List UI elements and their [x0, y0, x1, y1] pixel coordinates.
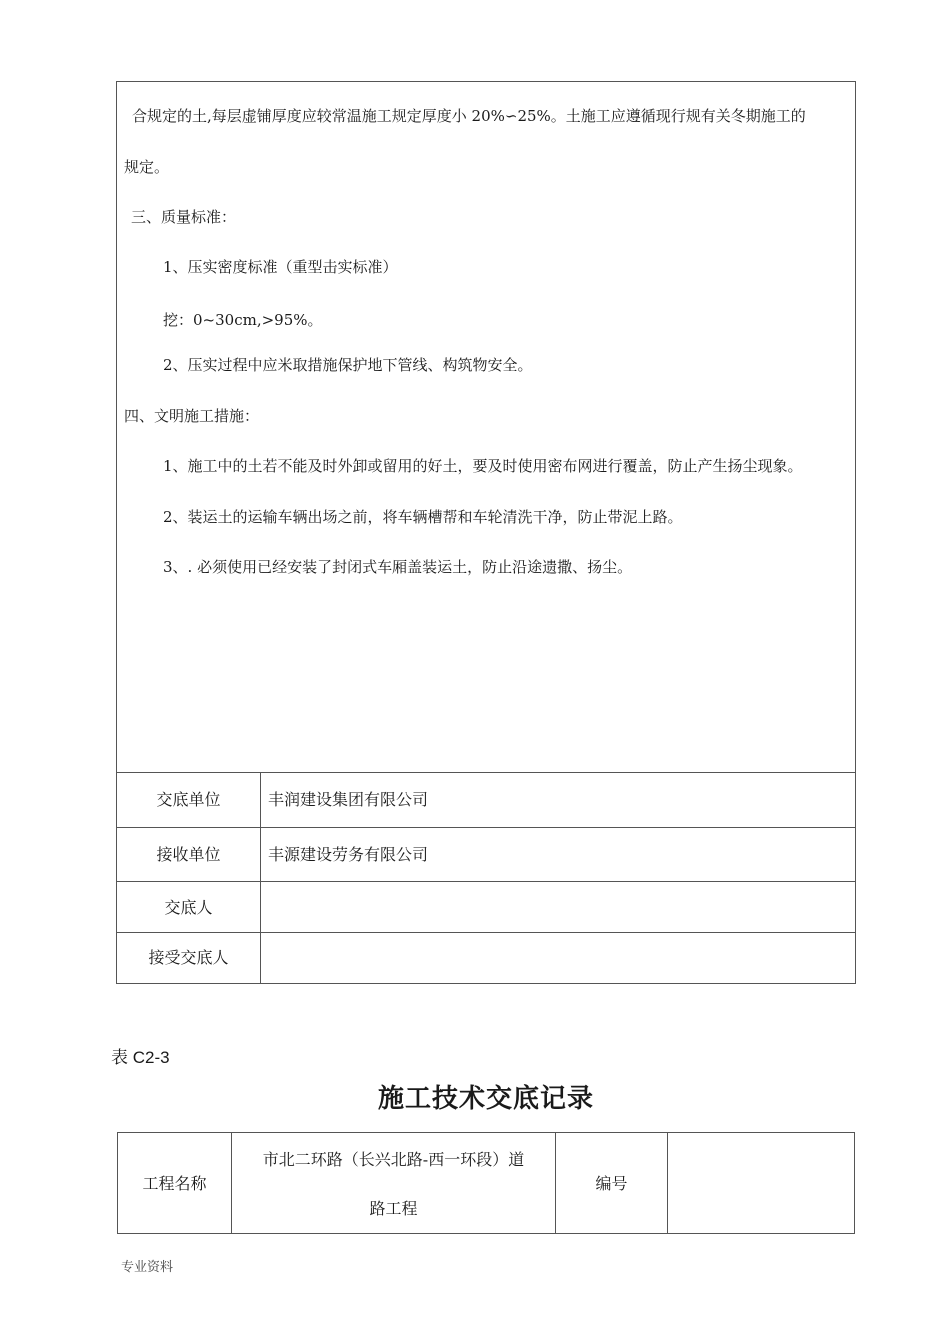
number-label: 编号 [595, 1174, 628, 1193]
form-code: 表 C2-3 [111, 1048, 170, 1067]
handover-unit-label: 交底单位 [156, 790, 221, 809]
table-divider [116, 932, 856, 933]
item-4-3: 3、. 必须使用已经安装了封闭式车厢盖装运土，防止沿途遗撒、扬尘。 [163, 558, 633, 576]
document-title: 施工技术交底记录 [377, 1084, 594, 1114]
project-name-line-2: 路工程 [369, 1199, 418, 1218]
item-4-1: 1、施工中的土若不能及时外卸或留用的好土，要及时使用密布网进行覆盖，防止产生扬尘现象。 [163, 457, 803, 475]
section-3-heading: 三、质量标准： [131, 208, 237, 226]
project-name-line-1: 市北二环路（长兴北路-西一环段）道 [262, 1150, 525, 1169]
item-4-2: 2、装运土的运输车辆出场之前，将车辆槽帮和车轮清洗干净，防止带泥上路。 [163, 508, 683, 526]
receiving-unit-label: 接收单位 [156, 845, 221, 864]
item-3-1: 1、压实密度标准（重型击实标准） [163, 258, 398, 276]
recipient-person-label: 接受交底人 [148, 948, 229, 967]
table-divider [116, 881, 856, 882]
table-divider [116, 827, 856, 828]
handover-person-label: 交底人 [164, 898, 213, 917]
table-divider [116, 772, 856, 773]
table-column-divider [260, 772, 261, 983]
handover-unit-value: 丰润建设集团有限公司 [268, 790, 429, 809]
item-3-2: 2、压实过程中应米取措施保护地下管线、构筑物安全。 [163, 356, 533, 374]
section-4-heading: 四、文明施工措施： [124, 407, 260, 425]
body-line-2: 规定。 [124, 158, 170, 176]
body-line-1: 合规定的土,每层虚铺厚度应较常温施工规定厚度小 20%∽25%。土施工应遵循现行规有关冬期施工的 [132, 107, 806, 125]
table-column-divider [667, 1132, 668, 1233]
item-3-1-detail: 挖：0~30cm,>95%。 [163, 311, 323, 329]
receiving-unit-value: 丰源建设劳务有限公司 [268, 845, 429, 864]
project-name-label: 工程名称 [142, 1174, 207, 1193]
footer-label: 专业资料 [121, 1260, 174, 1275]
